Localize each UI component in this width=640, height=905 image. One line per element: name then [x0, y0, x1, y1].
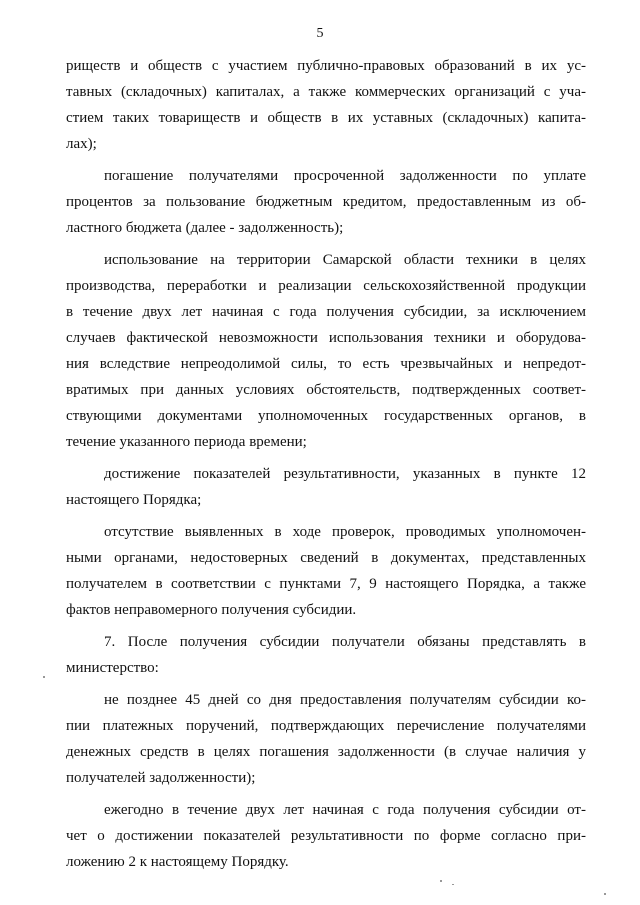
text-line: не позднее 45 дней со дня предоставления получателям субсидии ко- — [104, 692, 586, 708]
text-line: чет о достижении показателей результативности по форме согласно при- — [66, 828, 586, 844]
text-line: процентов за пользование бюджетным кредитом, предоставленным из об- — [66, 194, 586, 210]
scan-speck — [604, 893, 606, 895]
text-line: ластного бюджета (далее - задолженность); — [66, 220, 344, 236]
text-line: достижение показателей результативности, указанных в пункте 12 — [104, 466, 586, 482]
text-line: денежных средств в целях погашения задолженности (в случае наличия у — [66, 744, 586, 760]
text-line: производства, переработки и реализации сельскохозяйственной продукции — [66, 278, 586, 294]
text-line: тавных (складочных) капиталах, а также коммерческих организаций с уча- — [66, 84, 586, 100]
text-line: погашение получателями просроченной задолженности по уплате — [104, 168, 586, 184]
text-line: министерство: — [66, 660, 159, 676]
text-line: в течение двух лет начиная с года получения субсидии, за исключением — [66, 304, 586, 320]
text-line: пии платежных поручений, подтверждающих перечисление получателями — [66, 718, 586, 734]
text-line: лах); — [66, 136, 97, 152]
text-line: вратимых при данных условиях обстоятельств, подтвержденных соответ- — [66, 382, 586, 398]
text-line: ными органами, недостоверных сведений в документах, представленных — [66, 550, 586, 566]
text-line: настоящего Порядка; — [66, 492, 202, 508]
text-line: использование на территории Самарской области техники в целях — [104, 252, 586, 268]
page-number: 5 — [316, 26, 324, 41]
text-line: отсутствие выявленных в ходе проверок, проводимых уполномочен- — [104, 524, 586, 540]
text-line: получателей задолженности); — [66, 770, 256, 786]
scan-speck — [43, 676, 45, 678]
text-line: 7. После получения субсидии получатели обязаны представлять в — [104, 634, 586, 650]
text-line: стием таких товариществ и обществ в их уставных (складочных) капита- — [66, 110, 586, 126]
text-line: ния вследствие непреодолимой силы, то есть чрезвычайных и непредот- — [66, 356, 586, 372]
scan-speck — [440, 880, 442, 882]
text-line: фактов неправомерного получения субсидии. — [66, 602, 357, 618]
scan-speck — [452, 884, 454, 885]
text-line: ствующими документами уполномоченных государственных органов, в — [66, 408, 586, 424]
text-line: получателем в соответствии с пунктами 7, 9 настоящего Порядка, а также — [66, 576, 586, 592]
text-line: ложению 2 к настоящему Порядку. — [66, 854, 289, 870]
text-line: ежегодно в течение двух лет начиная с года получения субсидии от- — [104, 802, 586, 818]
text-line: течение указанного периода времени; — [66, 434, 307, 450]
text-line: случаев фактической невозможности использования техники и оборудова- — [66, 330, 586, 346]
text-line: риществ и обществ с участием публично-правовых образований в их ус- — [66, 58, 586, 74]
